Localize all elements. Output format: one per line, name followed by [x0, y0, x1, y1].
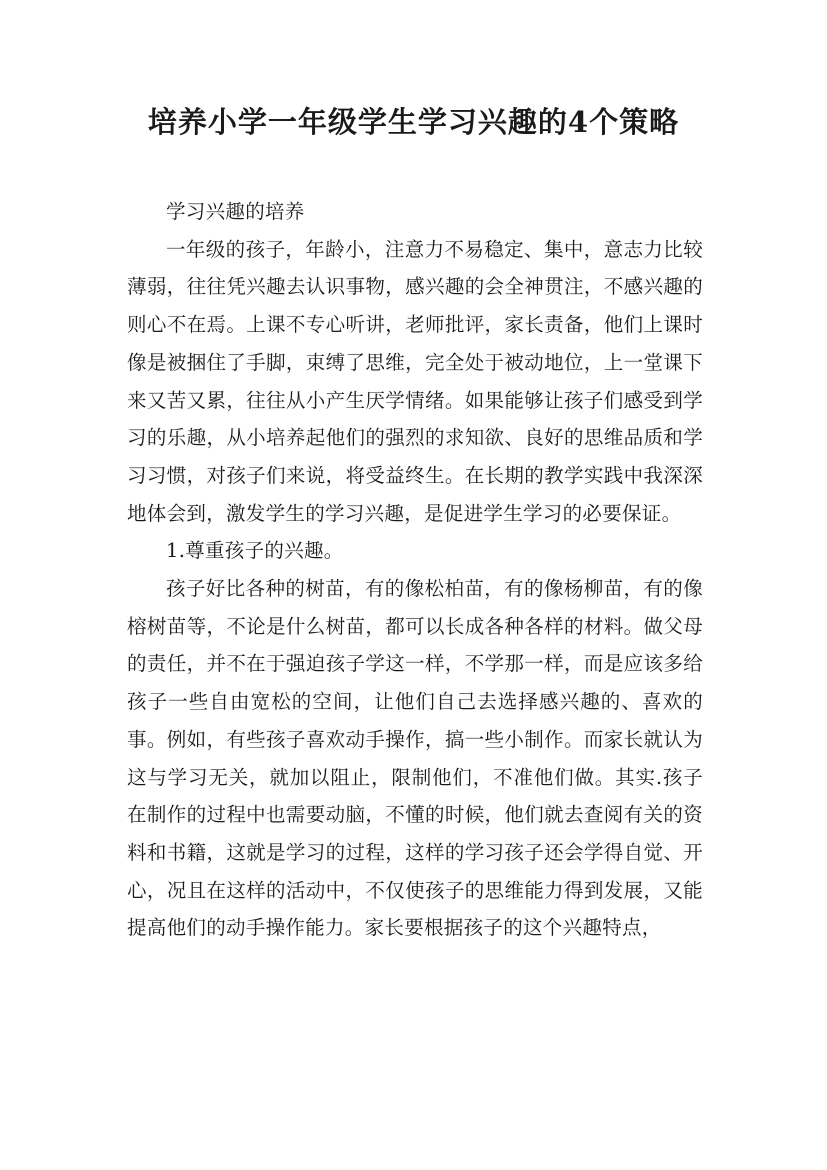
document-title: 培养小学一年级学生学习兴趣的4个策略: [147, 105, 680, 139]
section-heading: 学习兴趣的培养: [166, 200, 305, 223]
document-body: [127, 193, 703, 947]
paragraph-strategy-1: 孩子好比各种的树苗，有的像松柏苗，有的像杨柳苗，有的像榕树苗等，不论是什么树苗，都可以长成各种各样的材料。做父母的责任，并不在于强迫孩子学这一样，不学那一样，而是应该多给孩子一些自由宽松的空间，让他们自己去选择感兴趣的、喜欢的事。例如，有些孩子喜欢动手操作，搞一些小制作。而家长就认为这与学习无关，就加以阻止，限制他们，不准他们做。其实.孩子在制作的过程中也需要动脑，不懂的时候，他们就去查阅有关的资料和书籍，这就是学习的过程，这样的学习孩子还会学得自觉、开心，况且在这样的活动中，不仅使孩子的思维能力得到发展，又能提高他们的动手操作能力。家长要根据孩子的这个兴趣特点，: [127, 577, 703, 940]
strategy-heading-1: 1.尊重孩子的兴趣。: [166, 539, 344, 563]
paragraph-intro: 一年级的孩子，年龄小，注意力不易稳定、集中，意志力比较薄弱，往往凭兴趣去认识事物，感兴趣的会全神贯注，不感兴趣的则心不在焉。上课不专心听讲，老师批评，家长责备，他们上课时像是被捆住了手脚，束缚了思维，完全处于被动地位，上一堂课下来又苦又累，往往从小产生厌学情绪。如果能够让孩子们感受到学习的乐趣，从小培养起他们的强烈的求知欲、良好的思维品质和学习习惯，对孩子们来说，将受益终生。在长期的教学实践中我深深地体会到，激发学生的学习兴趣，是促进学生学习的必要保证。: [127, 237, 703, 525]
